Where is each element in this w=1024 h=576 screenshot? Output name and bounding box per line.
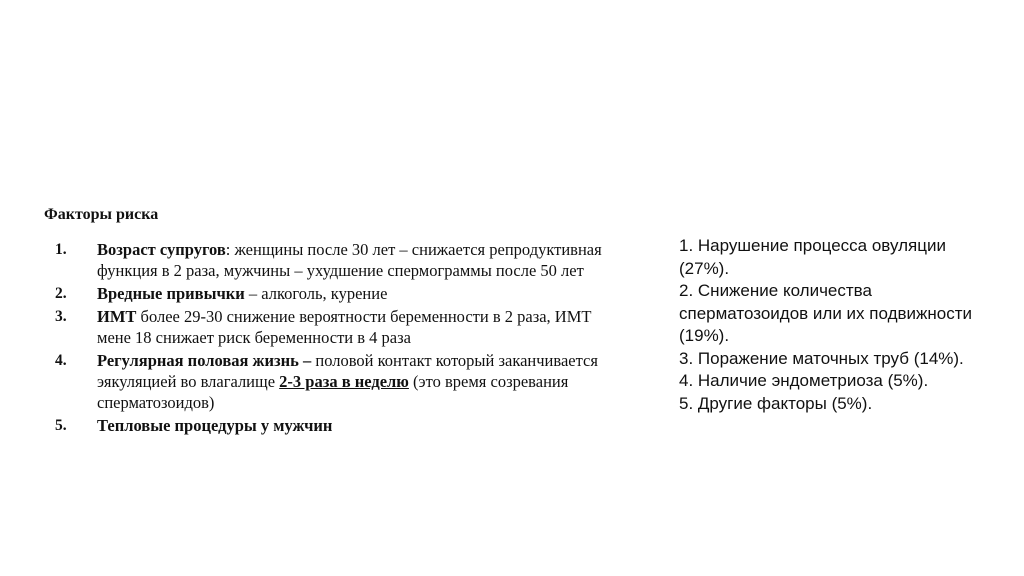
list-item xyxy=(44,283,614,304)
cause-item: 3. Поражение маточных труб (14%). xyxy=(679,348,964,368)
list-item xyxy=(44,306,614,348)
item-heading: Вредные привычки xyxy=(97,284,245,303)
cause-item: 4. Наличие эндометриоза (5%). xyxy=(679,371,929,390)
item-heading: Регулярная половая жизнь – xyxy=(97,351,312,370)
item-number: 4. xyxy=(55,352,67,369)
risk-factors-list xyxy=(44,239,614,436)
item-text: – алкоголь, курение xyxy=(244,284,388,303)
item-text: более 29-30 снижение вероятности беременности в 2 раза, ИМТ мене 18 снижает риск беременности в 4 раза xyxy=(97,307,592,347)
list-item xyxy=(44,239,614,281)
item-text-continued: (это время созревания сперматозоидов) xyxy=(97,372,569,412)
cause-item: 5. Другие факторы (5%). xyxy=(679,393,873,413)
item-number: 5. xyxy=(55,417,67,434)
item-heading: Возраст супругов xyxy=(97,240,226,259)
list-item xyxy=(44,350,614,413)
item-heading: Тепловые процедуры у мужчин xyxy=(97,416,333,435)
risk-factors-section xyxy=(44,204,614,438)
item-heading: ИМТ xyxy=(97,307,137,326)
item-number: 3. xyxy=(55,308,67,325)
risk-factors-title: Факторы риска xyxy=(44,206,159,223)
cause-item: 2. Снижение количества сперматозоидов или их подвижности (19%). xyxy=(679,281,973,345)
item-emphasis: 2-3 раза в неделю xyxy=(279,372,409,391)
item-text: : женщины после 30 лет – снижается репродуктивная функция в 2 раза, мужчины – ухудшение спермограммы после 50 лет xyxy=(97,240,602,280)
item-text: половой контакт который заканчивается эякуляцией во влагалище xyxy=(97,351,598,391)
infertility-causes-section xyxy=(679,235,989,415)
item-number: 2. xyxy=(55,285,67,302)
list-item xyxy=(44,415,614,436)
item-number: 1. xyxy=(55,241,67,258)
cause-item: 1. Нарушение процесса овуляции (27%). xyxy=(679,236,946,278)
